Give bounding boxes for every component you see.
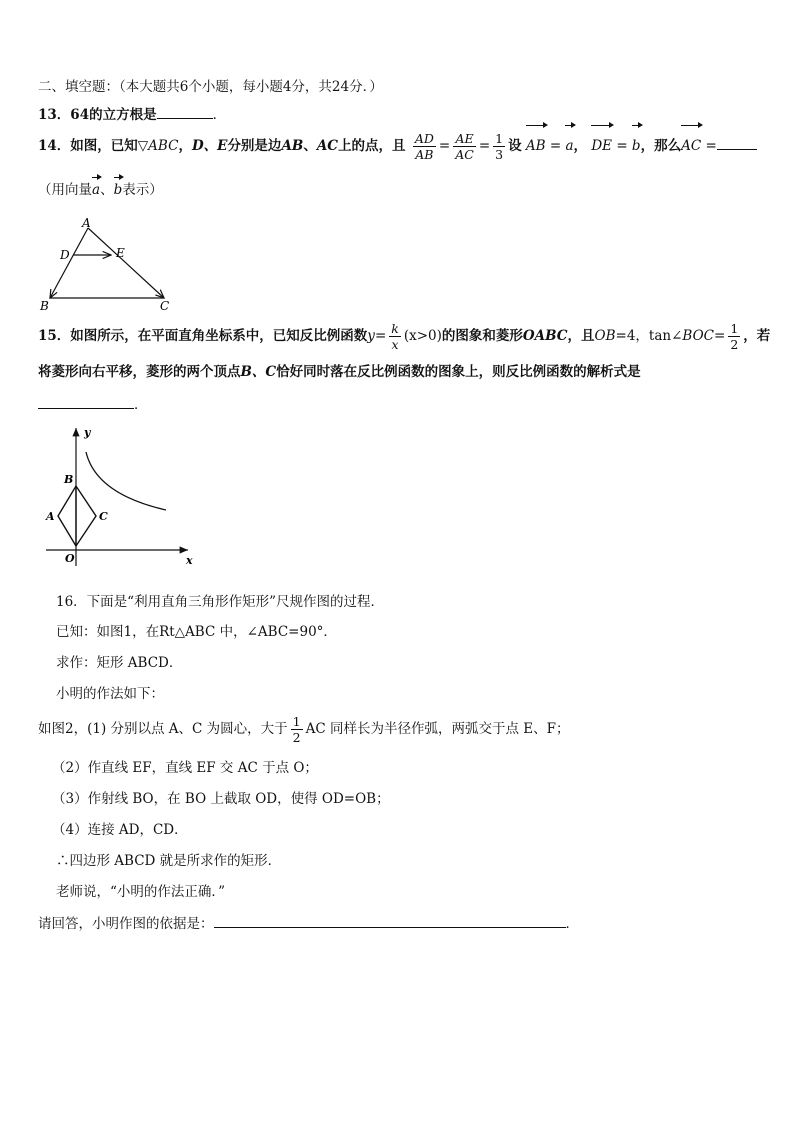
q13-number: 13．	[38, 107, 71, 123]
question-13: 13．64的立方根是 ．	[38, 104, 226, 125]
vector-a: a	[565, 128, 573, 164]
q16-title: 16．下面是“利用直角三角形作矩形”尺规作图的过程．	[56, 594, 384, 610]
q16-teacher: 老师说，“小明的作法正确．”	[56, 884, 226, 900]
q16-step-2: （2）作直线 EF，直线 EF 交 AC 于点 O；	[52, 760, 318, 776]
section-heading: 二、填空题：（本大题共6个小题，每小题4分，共24分．）	[38, 79, 383, 95]
q16-conclusion: ∴四边形 ABCD 就是所求作的矩形．	[56, 853, 282, 869]
hint-vector-b: b	[113, 182, 123, 198]
hint-vector-a: a	[92, 182, 101, 198]
rhombus-oabc	[58, 486, 96, 546]
triangle-abc: ▽ABC	[137, 138, 179, 154]
question-14: 14．如图，已知▽ABC，D、E分别是边AB、AC上的点，且 $\frac{AD}{AB}$ = $\frac{AE}{AC}$ = $\frac{1}{3}$ 设 AB = a， DE = b，那么AC =	[38, 128, 757, 164]
vector-b: b	[632, 128, 641, 164]
q16-step-1: 如图2，(1) 分别以点 A、C 为圆心，大于 $\frac{1}{2}$ AC 同样长为半径作弧，两弧交于点 E、F；	[38, 714, 570, 745]
label-c: C	[160, 299, 170, 313]
label-y: y	[84, 426, 91, 439]
q15-rhombus-figure	[38, 424, 198, 574]
q16-known: 已知：如图1，在Rt△ABC 中，∠ABC=90°．	[56, 624, 337, 640]
label-x: x	[186, 554, 193, 567]
segment-ac	[88, 228, 164, 298]
q15-answer-line: ．	[38, 394, 148, 415]
label-e: E	[116, 246, 125, 260]
label-b: B	[64, 473, 74, 486]
question-15: 15．如图所示，在平面直角坐标系中，已知反比例函数y= $\frac{k}{x}$ (x>0)的图象和菱形OABC，且OB=4，tan∠BOC= $\frac{1}{2}$ ，若	[38, 321, 771, 352]
fraction-ae-ac: $\frac{AE}{AC}$	[455, 131, 474, 162]
q16-step-4: （4）连接 AD，CD．	[52, 822, 188, 838]
label-c: C	[99, 510, 108, 523]
fraction-k-x: $\frac{k}{x}$	[391, 321, 399, 352]
fraction-one-third: $\frac{1}{3}$	[495, 131, 504, 162]
label-o: O	[65, 552, 75, 565]
q14-triangle-figure	[36, 214, 186, 314]
label-a: A	[82, 216, 91, 230]
vector-ab: AB	[526, 128, 546, 164]
vector-de: DE	[591, 128, 612, 164]
vector-ac: AC	[681, 128, 701, 164]
label-d: D	[60, 248, 70, 262]
q16-ask: 请回答，小明作图的依据是： ．	[38, 913, 579, 934]
q16-step-3: （3）作射线 BO，在 BO 上截取 OD，使得 OD=OB；	[52, 791, 390, 807]
q13-answer-blank[interactable]	[157, 104, 213, 119]
q14-answer-blank[interactable]	[717, 135, 757, 150]
fraction-one-half-step: $\frac{1}{2}$	[292, 714, 301, 745]
q13-text: 64的立方根是	[70, 107, 157, 123]
q15-answer-blank[interactable]	[38, 394, 134, 409]
segment-ab	[50, 228, 88, 298]
q16-answer-blank[interactable]	[214, 913, 566, 928]
q14-hint: （用向量a、b表示）	[38, 182, 163, 198]
label-a: A	[46, 510, 55, 523]
q16-method: 小明的作法如下：	[56, 686, 164, 702]
q15-line-2: 将菱形向右平移，菱形的两个顶点B、C恰好同时落在反比例函数的图象上，则反比例函数的解析式是	[38, 364, 641, 380]
q16-task: 求作：矩形 ABCD．	[56, 655, 183, 671]
fraction-one-half: $\frac{1}{2}$	[730, 321, 739, 352]
label-b: B	[40, 299, 49, 313]
fraction-ad-ab: $\frac{AD}{AB}$	[414, 131, 434, 162]
hyperbola-curve	[86, 452, 166, 510]
